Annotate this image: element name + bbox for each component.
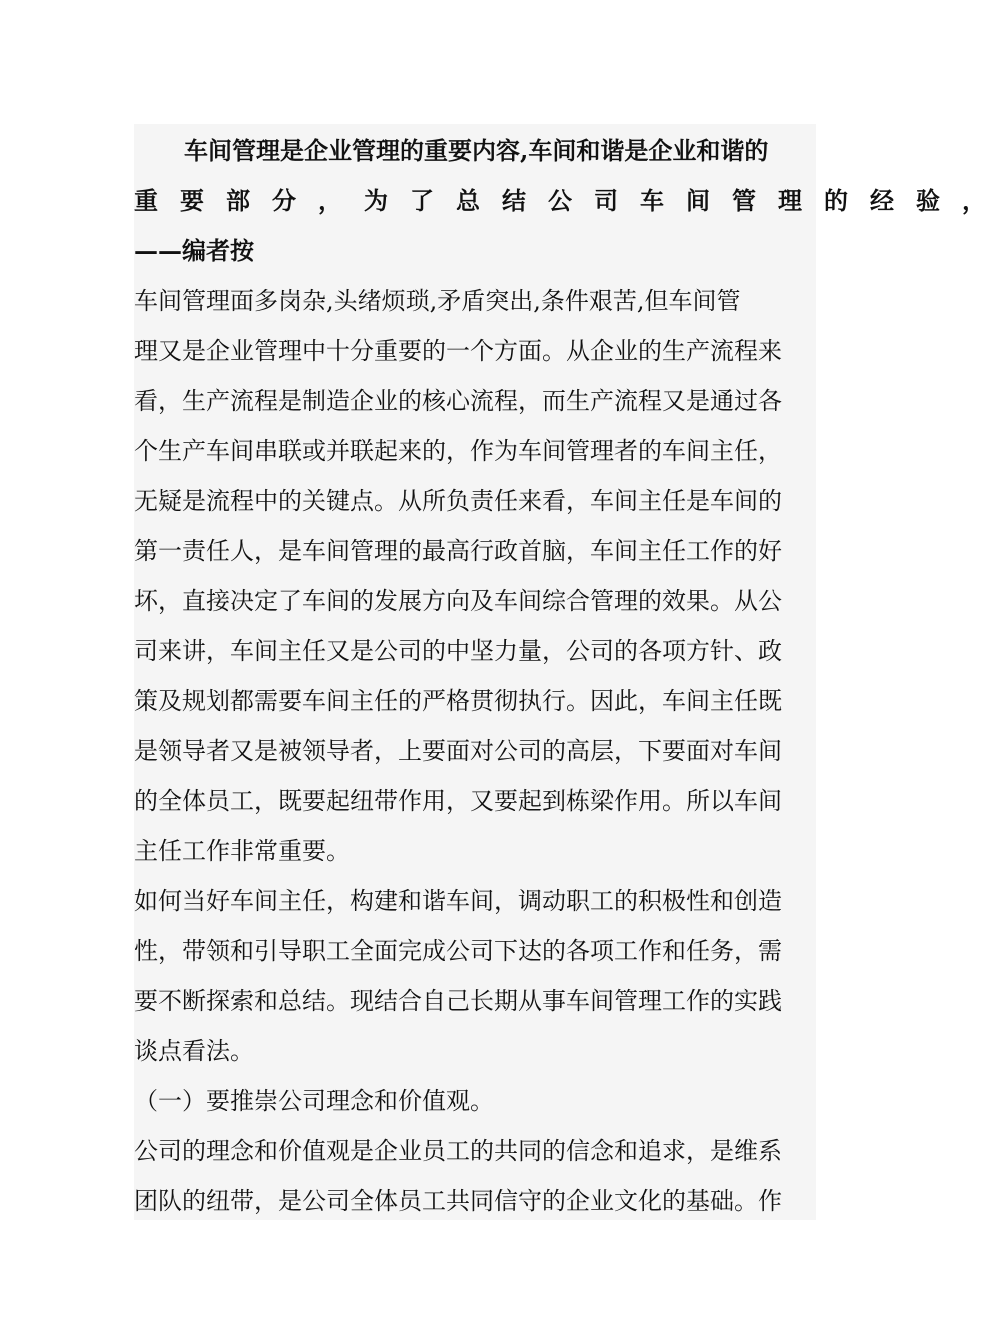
editor-note-line-3: ——编者按 bbox=[134, 236, 254, 265]
paragraph-1-line: 司来讲，车间主任又是公司的中坚力量，公司的各项方针、政 bbox=[134, 637, 782, 665]
paragraph-1-line: 主任工作非常重要。 bbox=[134, 837, 350, 865]
paragraph-1-line: 理又是企业管理中十分重要的一个方面。从企业的生产流程来 bbox=[134, 337, 782, 365]
paragraph-1-line: 个生产车间串联或并联起来的，作为车间管理者的车间主任， bbox=[134, 437, 782, 465]
paragraph-2-line: 要不断探索和总结。现结合自己长期从事车间管理工作的实践 bbox=[134, 987, 782, 1015]
paragraph-1-line: 第一责任人，是车间管理的最高行政首脑，车间主任工作的好 bbox=[134, 537, 782, 565]
paragraph-1-line: 无疑是流程中的关键点。从所负责任来看，车间主任是车间的 bbox=[134, 487, 782, 515]
paragraph-3-line: 公司的理念和价值观是企业员工的共同的信念和追求，是维系 bbox=[134, 1137, 782, 1165]
paragraph-1-line: 坏，直接决定了车间的发展方向及车间综合管理的效果。从公 bbox=[134, 587, 782, 615]
paragraph-2-line: 谈点看法。 bbox=[134, 1037, 254, 1065]
paragraph-1-line: 的全体员工，既要起纽带作用，又要起到栋梁作用。所以车间 bbox=[134, 787, 782, 815]
paragraph-2-line: 性，带领和引导职工全面完成公司下达的各项工作和任务，需 bbox=[134, 937, 782, 965]
paragraph-1-line: 车间管理面多岗杂,头绪烦琐,矛盾突出,条件艰苦,但车间管 bbox=[134, 287, 741, 315]
editor-note-line-2: 重要部分，为了总结公司车间管理的经验， bbox=[134, 186, 1008, 215]
paragraph-1-line: 看，生产流程是制造企业的核心流程，而生产流程又是通过各 bbox=[134, 387, 782, 415]
text-block bbox=[134, 124, 1008, 1220]
paragraph-1-line: 策及规划都需要车间主任的严格贯彻执行。因此，车间主任既 bbox=[134, 687, 782, 715]
editor-note-line-1: 车间管理是企业管理的重要内容,车间和谐是企业和谐的 bbox=[184, 136, 769, 165]
section-heading: （一）要推崇公司理念和价值观。 bbox=[134, 1087, 494, 1115]
paragraph-2-line: 如何当好车间主任，构建和谐车间，调动职工的积极性和创造 bbox=[134, 887, 782, 915]
paragraph-1-line: 是领导者又是被领导者，上要面对公司的高层，下要面对车间 bbox=[134, 737, 782, 765]
paragraph-3-line: 团队的纽带，是公司全体员工共同信守的企业文化的基础。作 bbox=[134, 1187, 782, 1215]
